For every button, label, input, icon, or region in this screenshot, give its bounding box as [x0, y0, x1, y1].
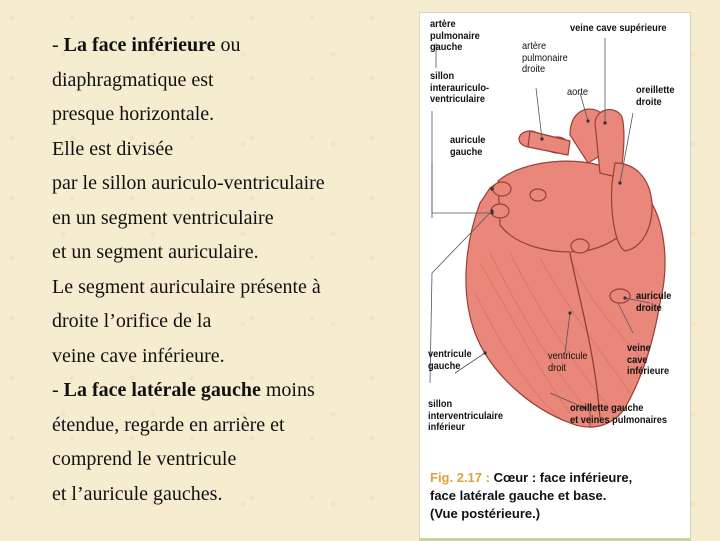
label-ventricule-gauche [428, 349, 472, 372]
caption-fig-number: Fig. 2.17 : [430, 470, 490, 485]
label-line: gauche [430, 41, 463, 53]
label-line: auricule [450, 134, 486, 146]
label-oreillette-droite [636, 85, 675, 108]
label-line: interventriculaire [428, 409, 503, 422]
text-line-12: étendue, regarde en arrière et [52, 413, 285, 436]
caption-text: Cœur : face inférieure, [489, 470, 633, 485]
label-line: ventriculaire [430, 93, 485, 105]
label-line: veine [627, 342, 651, 354]
label-artere-pulmonaire-gauche [430, 19, 480, 54]
heading-face-laterale-gauche: La face latérale gauche [63, 379, 261, 401]
label-line: oreillette gauche [570, 402, 644, 414]
text-line-8: Le segment auriculaire présente à [52, 275, 321, 298]
label-line: artère [430, 18, 456, 30]
label-line: aorte [567, 86, 589, 98]
label-sillon-interventriculaire [428, 399, 503, 434]
text-fragment: moins [260, 379, 315, 401]
pulmonary-vein-1 [493, 182, 511, 196]
label-line: sillon [428, 398, 453, 410]
text-line-14: et l’auricule gauches. [52, 482, 223, 505]
label-line: sillon [430, 70, 455, 82]
label-line: droite [522, 63, 546, 75]
label-line: inférieure [627, 365, 670, 377]
pulmonary-vein-4 [571, 239, 589, 253]
heart-figure [419, 12, 691, 541]
text-line-2: diaphragmatique est [52, 68, 214, 91]
text-line-11 [52, 373, 412, 408]
label-line: auricule [636, 290, 672, 302]
bullet-dash: - [52, 34, 64, 56]
label-line: ventricule [428, 348, 472, 360]
label-oreillette-gauche [570, 403, 667, 426]
label-line: veine cave supérieure [570, 22, 667, 34]
label-veine-cave-superieure [570, 23, 667, 35]
label-line: oreillette [636, 84, 675, 96]
label-ventricule-droit [548, 351, 588, 374]
label-auricule-gauche [450, 135, 485, 158]
label-veine-cave-inferieure [627, 343, 669, 378]
text-line-9: droite l’orifice de la [52, 310, 212, 332]
text-line-4: Elle est divisée [52, 137, 174, 160]
label-line: droit [548, 361, 566, 374]
inferior-vena-cava [610, 289, 630, 303]
caption-line-1 [430, 469, 632, 487]
bullet-dash: - [52, 379, 64, 401]
label-line: pulmonaire [522, 51, 568, 64]
label-line: et veines pulmonaires [570, 413, 668, 426]
label-line: ventricule [548, 350, 588, 362]
text-line-7: et un segment auriculaire. [52, 241, 259, 263]
label-line: gauche [428, 359, 461, 372]
caption-line-3: (Vue postérieure.) [430, 506, 541, 521]
label-artere-pulmonaire-droite [522, 41, 568, 76]
pulmonary-vein-2 [491, 204, 509, 218]
text-fragment: ou [215, 34, 241, 56]
label-sillon-interauriculo [430, 71, 489, 106]
body-text [52, 28, 412, 511]
text-line-3: presque horizontale. [52, 103, 215, 125]
label-line: gauche [450, 145, 483, 158]
text-line-1 [52, 28, 412, 63]
label-line: interauriculo- [430, 81, 490, 94]
label-line: droite [636, 301, 662, 314]
label-aorte [567, 87, 588, 99]
text-line-13: comprend le ventricule [52, 448, 237, 470]
heading-face-inferieure: La face inférieure [63, 34, 216, 56]
text-line-6: en un segment ventriculaire [52, 206, 274, 229]
figure-caption [430, 469, 632, 523]
text-line-5: par le sillon auriculo-ventriculaire [52, 172, 325, 194]
caption-line-2: face latérale gauche et base. [430, 488, 607, 503]
pulmonary-vein-3 [530, 189, 546, 201]
label-line: pulmonaire [430, 29, 480, 42]
label-line: droite [636, 95, 662, 108]
label-auricule-droite [636, 291, 671, 314]
label-line: inférieur [428, 421, 465, 433]
label-line: artère [522, 40, 547, 52]
label-line: cave [627, 353, 648, 366]
text-line-10: veine cave inférieure. [52, 344, 225, 367]
